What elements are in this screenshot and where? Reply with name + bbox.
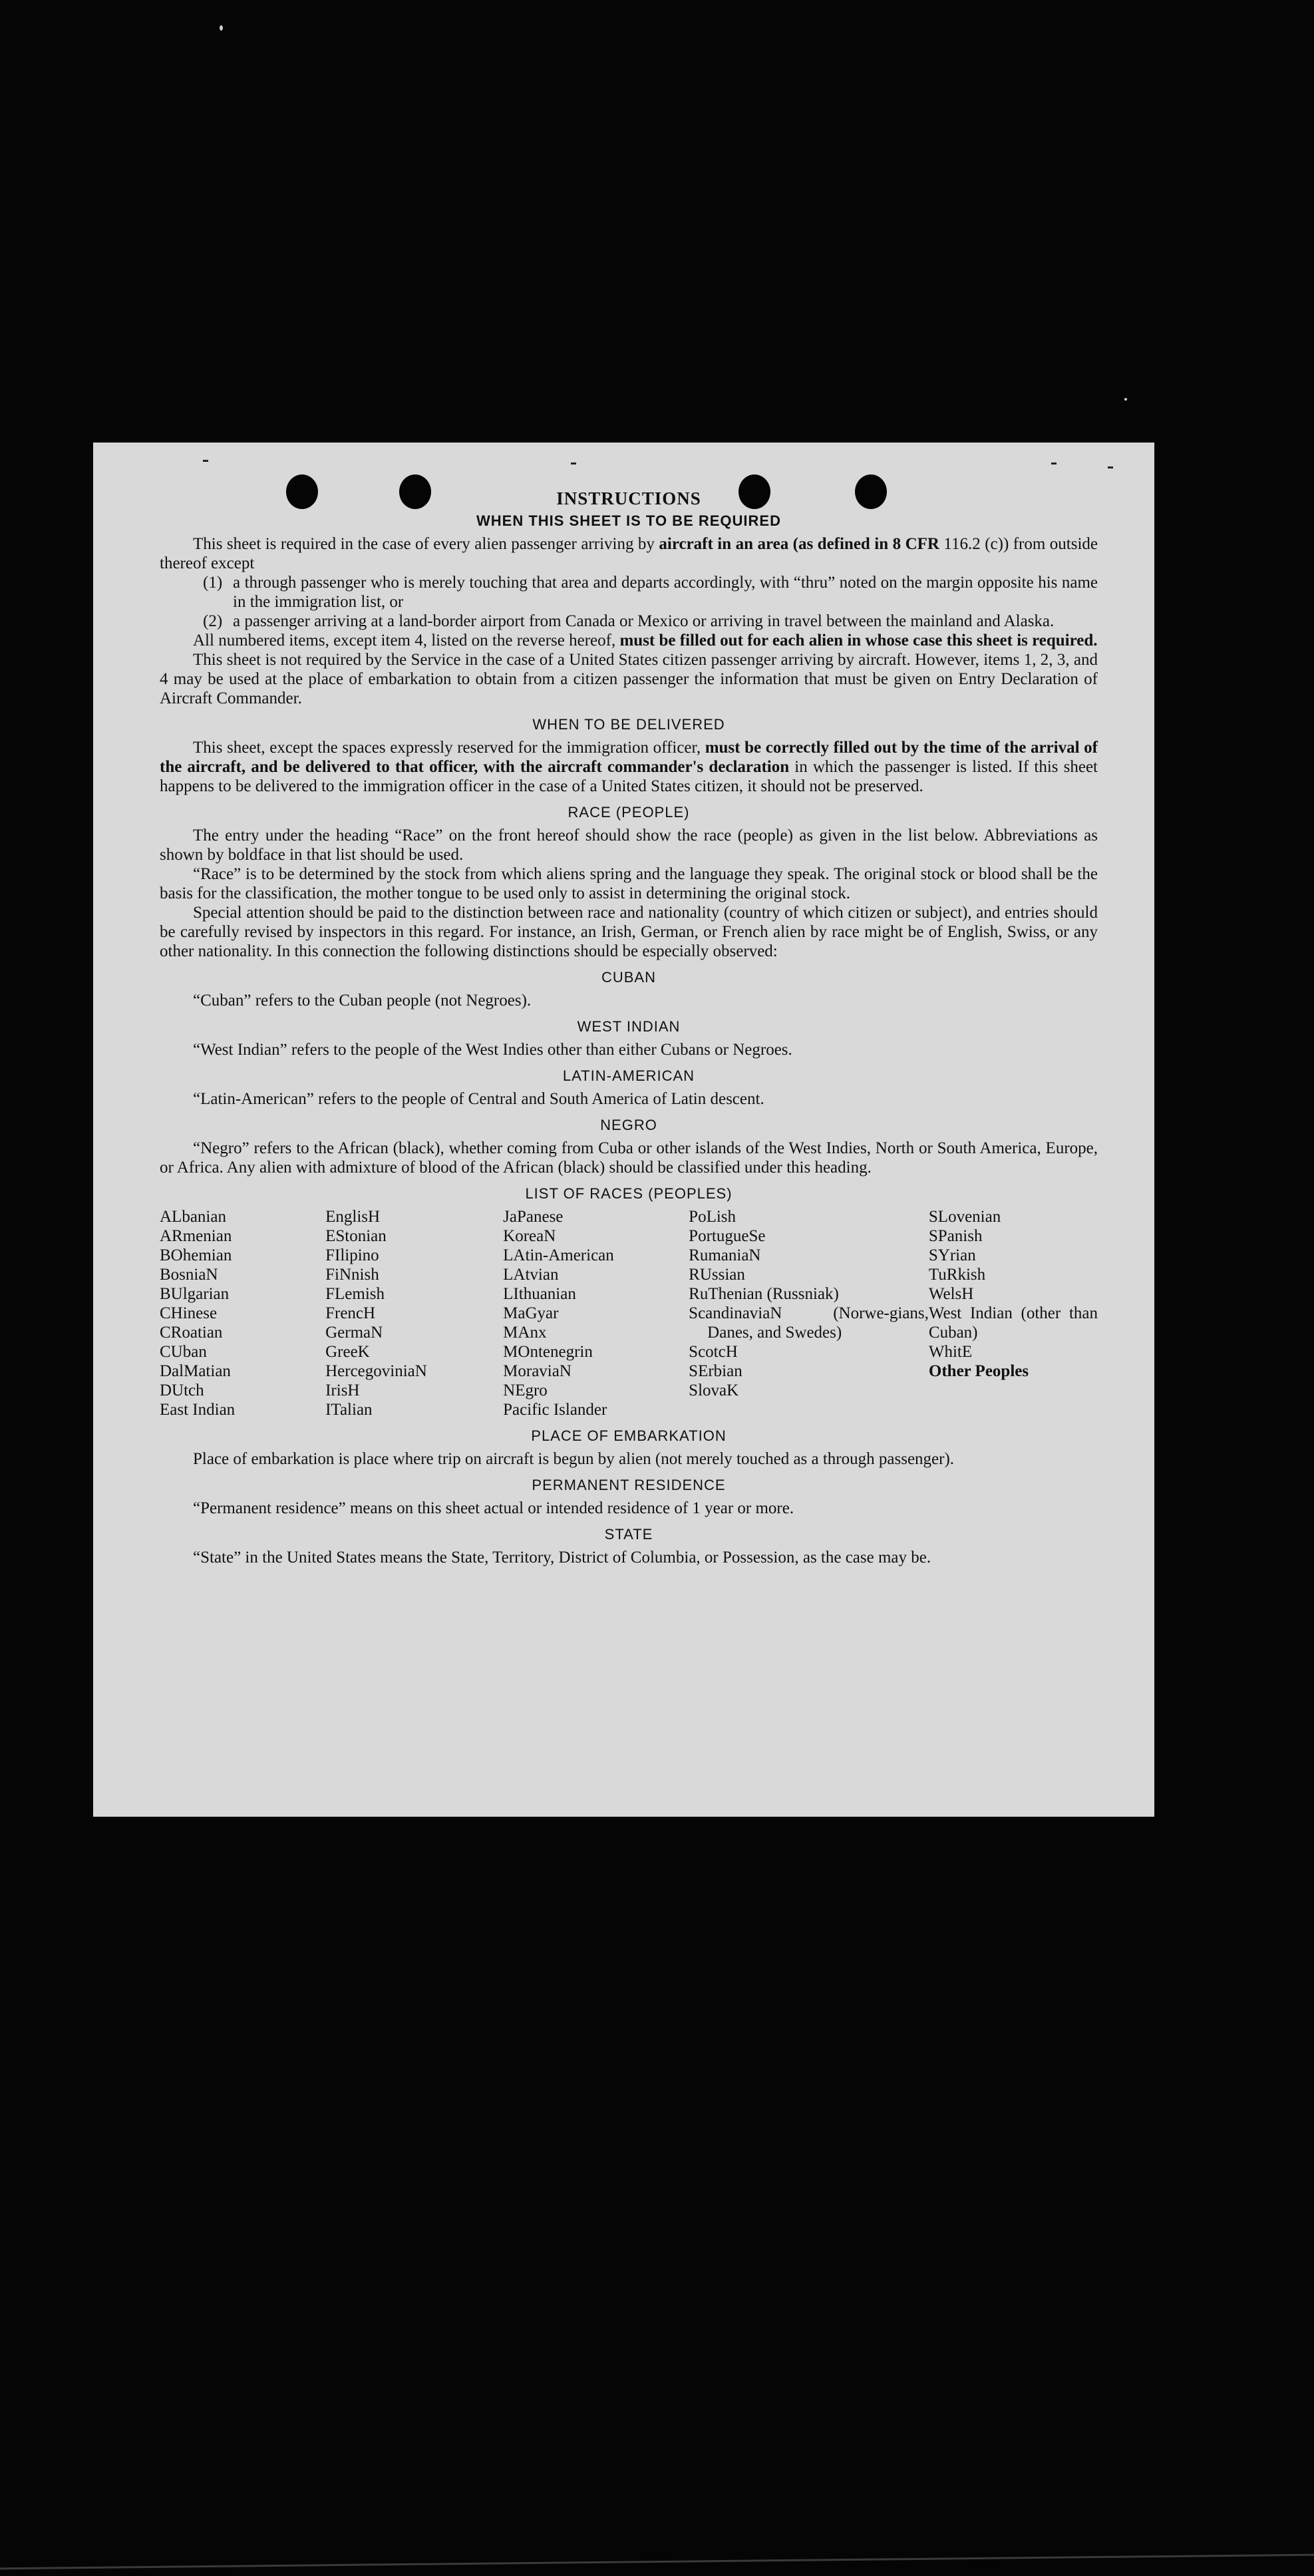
race-item: WelsH [928,1285,974,1303]
race-item: IrisH [325,1381,360,1399]
race-item: BUlgarian [160,1285,230,1303]
definition-embarkation: Place of embarkation is place where trip on aircraft is begun by alien (not merely touched as a through passenger). [193,1450,955,1468]
race-item: SYrian [928,1246,976,1264]
punch-hole [855,474,887,509]
page-title: INSTRUCTIONS [556,488,701,508]
race-item: LAtin-American [503,1246,614,1264]
race-item: SlovaK [689,1381,739,1399]
race-item: MoraviaN [503,1362,572,1380]
instruction-sheet [93,443,1154,1817]
race-item: KoreaN [503,1227,556,1245]
race-item: FrencH [325,1304,376,1322]
definition-west-indian: “West Indian” refers to the people of the West Indies other than either Cubans or Negroes. [193,1041,792,1059]
definition-cuban: “Cuban” refers to the Cuban people (not Negroes). [193,992,532,1010]
race-item: MAnx [503,1324,547,1342]
race-item: RUssian [689,1266,745,1284]
section-heading-embarkation: PLACE OF EMBARKATION [531,1427,727,1444]
definition-state: “State” in the United States means the State, Territory, District of Columbia, or Possession, as the case may be. [193,1549,931,1566]
race-item: TuRkish [928,1266,986,1284]
race-item: ITalian [325,1401,373,1419]
race-item: West Indian (other than Cuban) [928,1304,1098,1342]
race-item: GermaN [325,1324,383,1342]
scan-mark [1051,462,1057,464]
paragraph-required: This sheet is required in the case of every alien passenger arriving by aircraft in an area (as defined in 8 CFR 116.2 (c)) from outside thereof except [160,535,1098,572]
section-heading-latin-american: LATIN-AMERICAN [562,1067,695,1084]
paragraph-delivery: This sheet, except the spaces expressly reserved for the immigration officer, must be correctly filled out by the time of the arrival of the aircraft, and be delivered to that officer, with the aircraft commander's declaration in which the passenger is listed. If this sheet happens to be delivered to the immigration officer in the case of a United States citizen, it should not be preserved. [160,739,1098,795]
scan-speck [1124,398,1127,401]
race-item: EStonian [325,1227,387,1245]
paragraph-race-nationality: Special attention should be paid to the distinction between race and nationality (country of which citizen or subject), and entries should be carefully revised by inspectors in this regard. For instance, an Irish, German, or French alien by race might be of English, Swiss, or any other nationality. In this connection the following distinctions should be especially observed: [160,904,1098,960]
paragraph-numbered-items: All numbered items, except item 4, listed on the reverse hereof, must be filled out for each alien in whose case this sheet is required. [193,632,1098,649]
races-column-1 [160,1207,325,1419]
races-list [160,1207,1098,1419]
race-item: CRoatian [160,1324,223,1342]
race-item: ARmenian [160,1227,232,1245]
race-item: SPanish [928,1227,983,1245]
races-column-5 [929,1207,1098,1419]
section-heading-permanent-residence: PERMANENT RESIDENCE [532,1477,726,1493]
paragraph-citizen: This sheet is not required by the Service in the case of a United States citizen passenger arriving by aircraft. However, items 1, 2, 3, and 4 may be used at the place of embarkation to obtain from a citizen passenger the information that must be given on Entry Declaration of Aircraft Commander. [160,651,1098,707]
race-item: SErbian [689,1362,742,1380]
race-item: East Indian [160,1401,236,1419]
race-item: SLovenian [928,1208,1001,1226]
race-item: LAtvian [503,1266,559,1284]
exception-item-1: (1) a through passenger who is merely touching that area and departs accordingly, with “thru” noted on the margin opposite his name in the immigration list, or [203,574,1098,611]
scan-mark [1108,466,1113,468]
section-heading-when-delivered: WHEN TO BE DELIVERED [532,716,725,733]
race-item: DalMatian [160,1362,231,1380]
scan-speck [220,25,223,31]
race-item: WhitE [928,1343,973,1361]
race-item: GreeK [325,1343,370,1361]
section-heading-list-of-races: LIST OF RACES (PEOPLES) [525,1185,733,1202]
scan-mark [203,460,208,462]
race-item: PoLish [689,1208,737,1226]
race-item: FLemish [325,1285,385,1303]
race-item: CHinese [160,1304,218,1322]
section-heading-west-indian: WEST INDIAN [577,1018,681,1035]
punch-hole [739,474,770,509]
race-item: ScotcH [689,1343,738,1361]
scan-edge-line [0,2554,1314,2570]
section-heading-negro: NEGRO [600,1117,657,1133]
paragraph-race-entry: The entry under the heading “Race” on the front hereof should show the race (people) as given in the list below. Abbreviations as shown by boldface in that list should be used. [160,827,1098,864]
race-item: CUban [160,1343,207,1361]
race-item: DUtch [160,1381,204,1399]
race-item: FIlipino [325,1246,379,1264]
section-heading-state: STATE [604,1526,653,1543]
race-item: RumaniaN [689,1246,761,1264]
race-item: EnglisH [325,1208,381,1226]
section-heading-when-required: WHEN THIS SHEET IS TO BE REQUIRED [476,512,781,529]
race-item: JaPanese [503,1208,564,1226]
definition-latin-american: “Latin-American” refers to the people of Central and South America of Latin descent. [193,1090,764,1108]
race-item: PortugueSe [689,1227,766,1245]
scan-mark [571,462,576,464]
race-item: HercegoviniaN [325,1362,427,1380]
races-column-2 [325,1207,503,1419]
race-item: Other Peoples [928,1362,1029,1380]
race-item: BOhemian [160,1246,232,1264]
race-item: RuThenian (Russniak) [689,1285,839,1303]
race-item: NEgro [503,1381,548,1399]
paragraph-race-definition: “Race” is to be determined by the stock from which aliens spring and the language they speak. The original stock or blood shall be the basis for the classification, the mother tongue to be used only to assist in determining the original stock. [160,865,1098,902]
race-item: BosniaN [160,1266,218,1284]
race-item: Pacific Islander [503,1401,607,1419]
race-item: FiNnish [325,1266,379,1284]
race-item: MOntenegrin [503,1343,593,1361]
exception-item-2: (2) a passenger arriving at a land-border airport from Canada or Mexico or arriving in travel between the mainland and Alaska. [203,612,1055,630]
definition-negro: “Negro” refers to the African (black), whether coming from Cuba or other islands of the West Indies, North or South America, Europe, or Africa. Any alien with admixture of blood of the African (black) should be classified under this heading. [160,1139,1098,1177]
section-heading-cuban: CUBAN [601,969,656,986]
definition-permanent-residence: “Permanent residence” means on this sheet actual or intended residence of 1 year or more. [193,1499,794,1517]
race-item: ScandinaviaN (Norwe-gians, Danes, and Swedes) [689,1304,929,1342]
races-column-4 [689,1207,929,1419]
race-item: ALbanian [160,1208,226,1226]
race-item: LIthuanian [503,1285,576,1303]
punch-hole [286,474,318,509]
section-heading-race: RACE (PEOPLE) [568,804,690,821]
punch-hole [399,474,431,509]
race-item: MaGyar [503,1304,559,1322]
races-column-3 [503,1207,689,1419]
